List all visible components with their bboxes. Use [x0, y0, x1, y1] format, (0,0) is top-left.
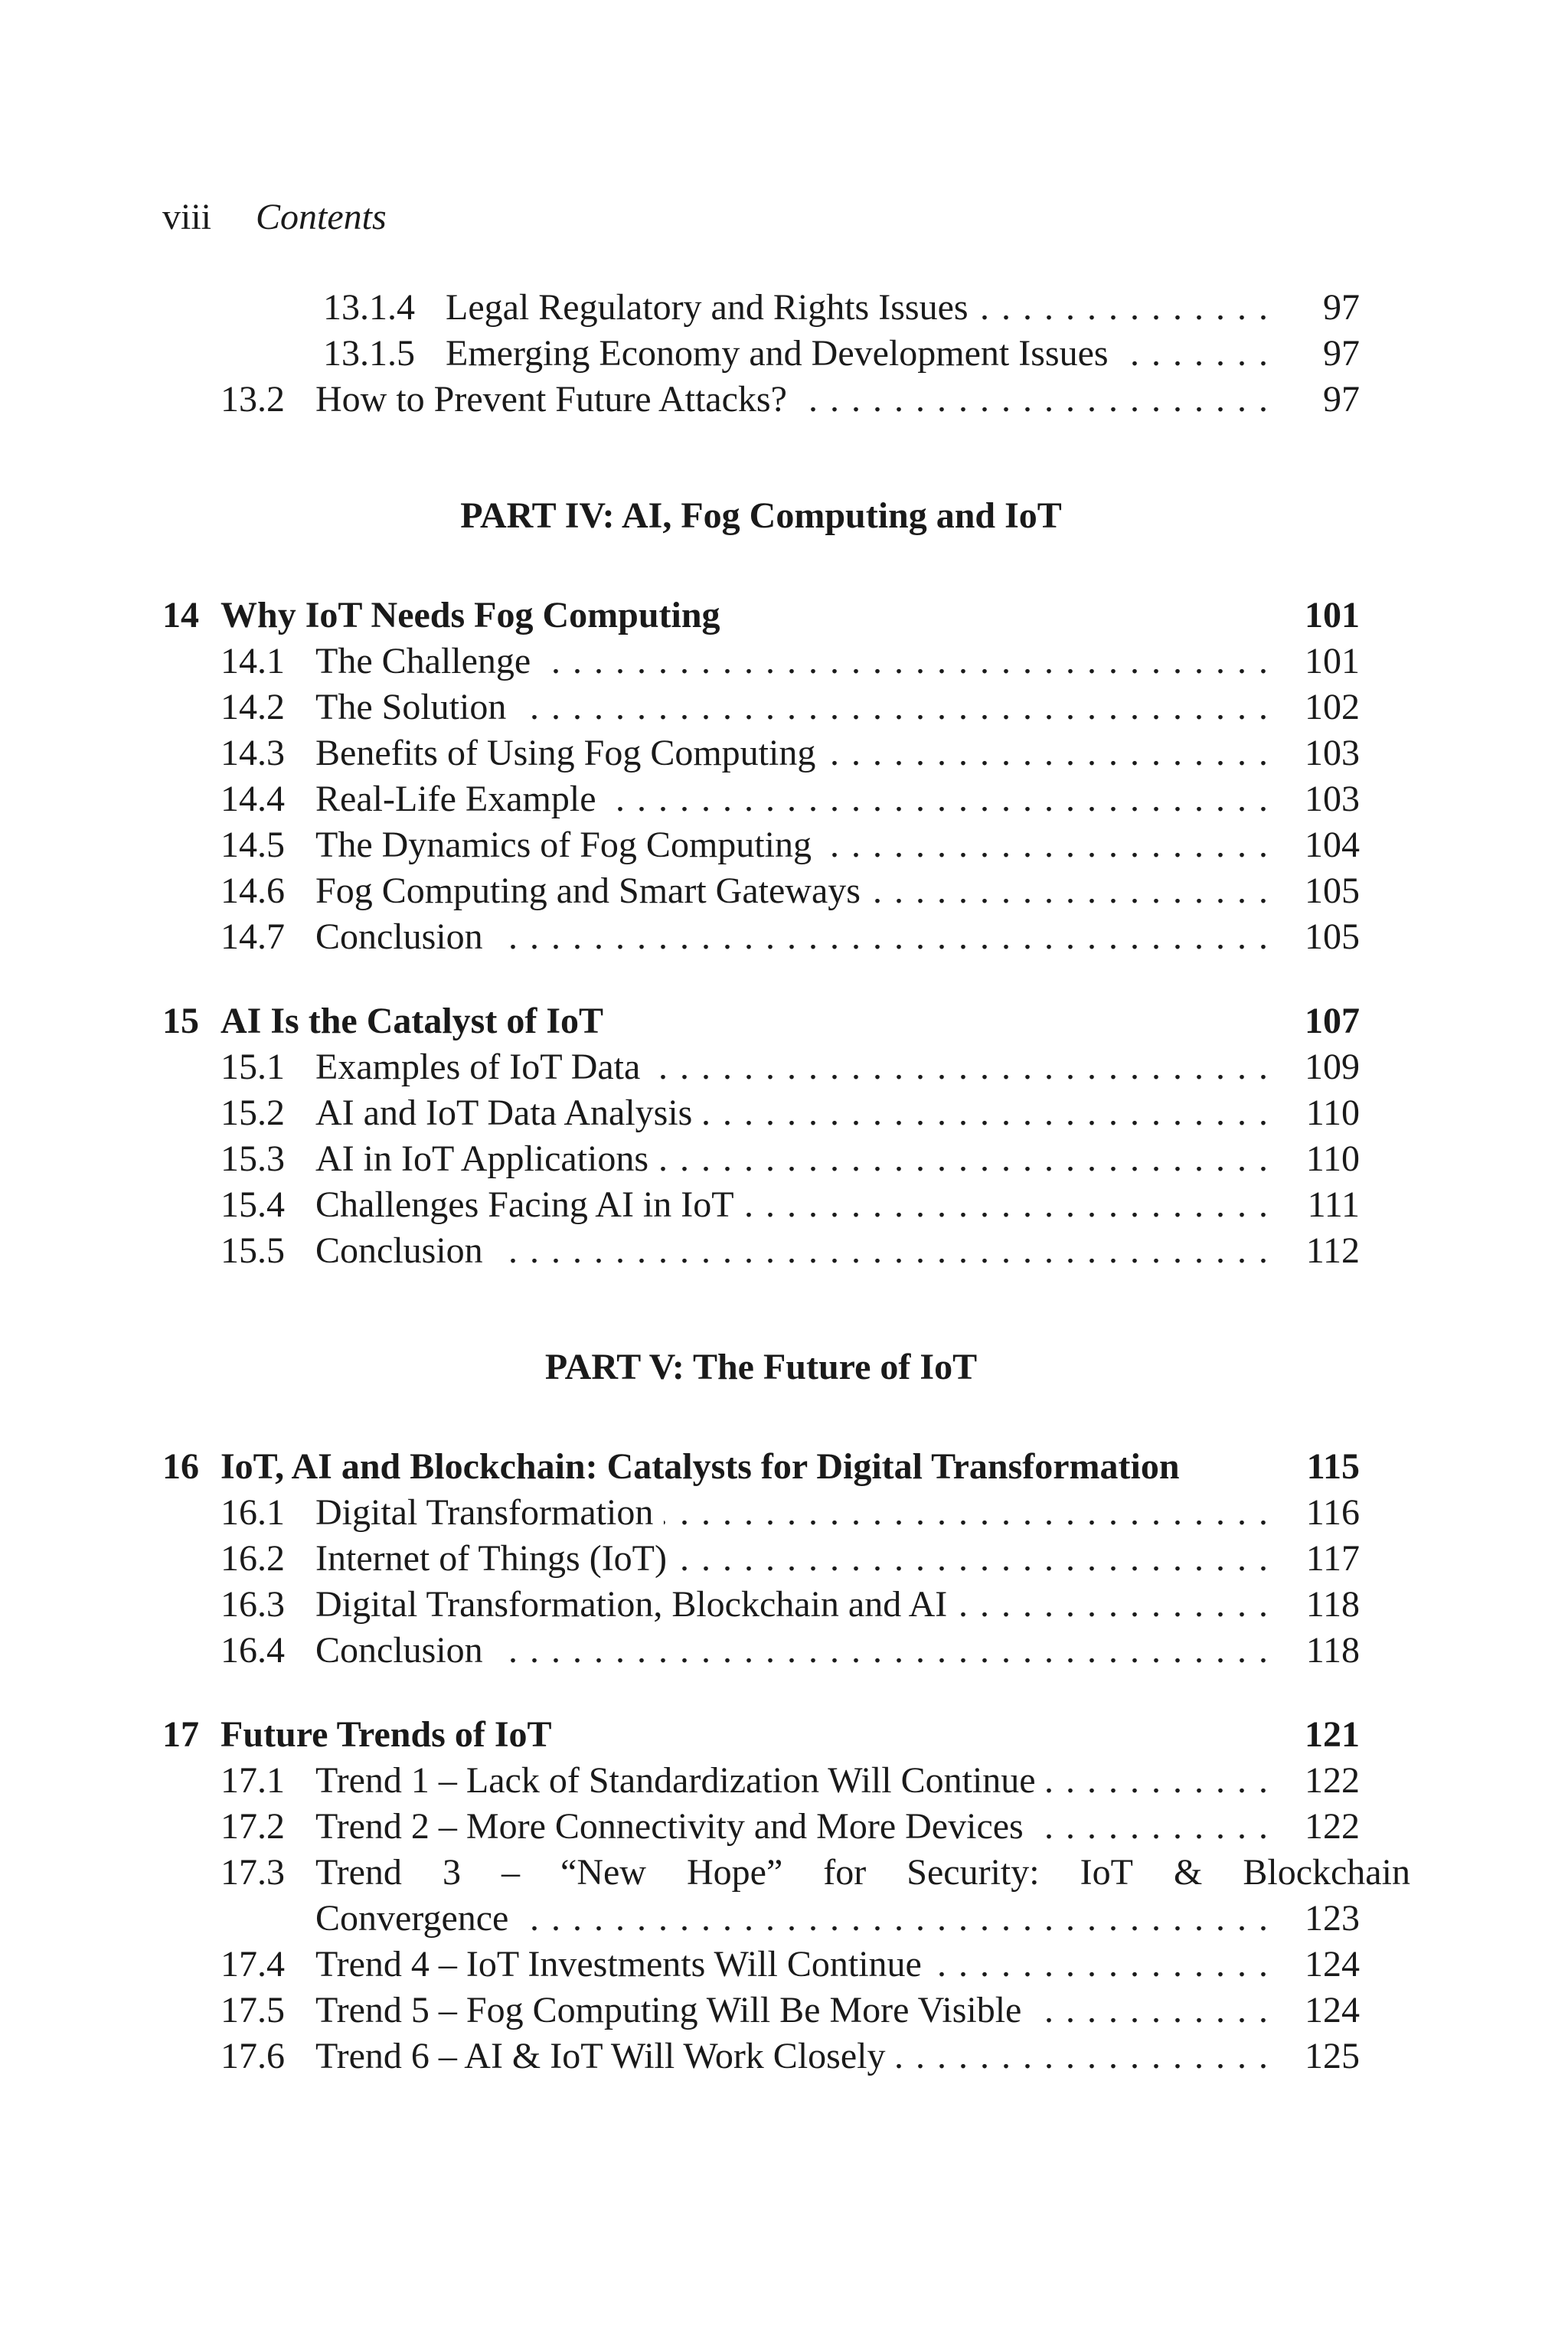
entry-number: 15.1 — [220, 1047, 285, 1087]
entry-number: 16.4 — [220, 1630, 285, 1671]
toc-entry-15-4[interactable] — [162, 1182, 1360, 1228]
toc-entry-14-3[interactable] — [162, 730, 1360, 776]
toc-chapter-17[interactable] — [162, 1712, 1360, 1758]
entry-title: Trend 4 – IoT Investments Will Continue . . . — [315, 1942, 1269, 1988]
entry-page: 125 — [1305, 2036, 1360, 2076]
chapter-title: IoT, AI and Blockchain: Catalysts for Digital Transformation — [220, 1446, 1180, 1487]
entry-page: 103 — [1305, 733, 1360, 773]
title-word: Blockchain — [1243, 1852, 1410, 1893]
toc-entry-16-4[interactable] — [162, 1628, 1360, 1674]
entry-number: 14.4 — [220, 779, 285, 819]
entry-page: 102 — [1305, 687, 1360, 727]
title-word: & — [1173, 1852, 1203, 1893]
toc-entry-13-1-4[interactable] — [162, 285, 1360, 331]
title-word: – — [501, 1852, 520, 1893]
toc-entry-17-1[interactable] — [162, 1758, 1360, 1804]
entry-page: 97 — [1323, 333, 1360, 374]
entry-title: Challenges Facing AI in IoT . . . — [315, 1182, 1269, 1228]
entry-page: 117 — [1305, 1538, 1360, 1579]
title-word: for — [823, 1852, 867, 1893]
toc-entry-14-4[interactable] — [162, 776, 1360, 822]
entry-number: 17.4 — [220, 1944, 285, 1984]
toc-entry-17-3[interactable] — [162, 1850, 1410, 1896]
entry-page: 101 — [1305, 641, 1360, 681]
entry-page: 110 — [1305, 1138, 1360, 1179]
entry-title-continuation: Convergence . . . — [315, 1896, 1269, 1942]
entry-title: Legal Regulatory and Rights Issues . . . — [446, 285, 1269, 331]
chapter-page: 101 — [1305, 595, 1360, 635]
entry-number: 14.2 — [220, 687, 285, 727]
entry-number: 14.7 — [220, 916, 285, 957]
entry-number: 17.3 — [220, 1852, 285, 1893]
entry-page: 111 — [1307, 1184, 1360, 1225]
entry-page: 110 — [1305, 1093, 1360, 1133]
toc-entry-15-2[interactable] — [162, 1090, 1360, 1136]
table-of-contents — [162, 285, 1410, 2079]
entry-page: 97 — [1323, 287, 1360, 328]
chapter-page: 107 — [1305, 1001, 1360, 1041]
toc-entry-14-1[interactable] — [162, 639, 1360, 684]
entry-title: Digital Transformation . . . — [315, 1490, 1269, 1536]
entry-number: 17.5 — [220, 1990, 285, 2030]
entry-page: 105 — [1305, 916, 1360, 957]
entry-number: 15.4 — [220, 1184, 285, 1225]
entry-page: 109 — [1305, 1047, 1360, 1087]
entry-number: 17.1 — [220, 1760, 285, 1801]
entry-title: Real-Life Example . . . — [315, 776, 1269, 822]
entry-page: 118 — [1305, 1630, 1360, 1671]
entry-title: AI and IoT Data Analysis . . . — [315, 1090, 1269, 1136]
entry-title: Benefits of Using Fog Computing . . . — [315, 730, 1269, 776]
toc-entry-17-4[interactable] — [162, 1942, 1360, 1988]
entry-title: Trend 2 – More Connectivity and More Devices . . . — [315, 1804, 1269, 1850]
entry-number: 15.5 — [220, 1230, 285, 1271]
entry-number: 14.5 — [220, 825, 285, 865]
toc-entry-16-1[interactable] — [162, 1490, 1360, 1536]
title-word: “New — [560, 1852, 646, 1893]
chapter-number: 17 — [162, 1714, 199, 1755]
entry-title: Internet of Things (IoT) . . . — [315, 1536, 1269, 1582]
entry-page: 118 — [1305, 1584, 1360, 1625]
title-word: Security: — [906, 1852, 1040, 1893]
entry-page: 124 — [1305, 1990, 1360, 2030]
entry-number: 13.2 — [220, 379, 285, 420]
entry-title: The Dynamics of Fog Computing . . . — [315, 822, 1269, 868]
toc-chapter-15[interactable] — [162, 998, 1360, 1044]
entry-page: 122 — [1305, 1760, 1360, 1801]
chapter-page: 121 — [1305, 1714, 1360, 1755]
entry-page: 97 — [1323, 379, 1360, 420]
toc-entry-15-1[interactable] — [162, 1044, 1360, 1090]
chapter-number: 15 — [162, 1001, 199, 1041]
entry-title: The Challenge . . . — [315, 639, 1269, 684]
entry-page: 116 — [1305, 1492, 1360, 1533]
chapter-title: Future Trends of IoT — [220, 1714, 552, 1755]
entry-page: 123 — [1305, 1898, 1360, 1939]
page-folio: viii — [162, 197, 212, 237]
chapter-title: Why IoT Needs Fog Computing — [220, 595, 720, 635]
entry-page: 112 — [1305, 1230, 1360, 1271]
toc-entry-14-2[interactable] — [162, 684, 1360, 730]
toc-chapter-14[interactable] — [162, 593, 1360, 639]
toc-entry-15-5[interactable] — [162, 1228, 1360, 1274]
entry-number: 16.3 — [220, 1584, 285, 1625]
entry-number: 14.3 — [220, 733, 285, 773]
toc-entry-13-1-5[interactable] — [162, 331, 1360, 377]
chapter-page: 115 — [1306, 1446, 1360, 1487]
chapter-title: AI Is the Catalyst of IoT — [220, 1001, 604, 1041]
running-head — [162, 194, 387, 240]
title-word: 3 — [442, 1852, 461, 1893]
toc-entry-17-2[interactable] — [162, 1804, 1360, 1850]
entry-number: 15.3 — [220, 1138, 285, 1179]
entry-number: 17.2 — [220, 1806, 285, 1847]
entry-title: Fog Computing and Smart Gateways . . . — [315, 868, 1269, 914]
entry-page: 104 — [1305, 825, 1360, 865]
entry-number: 13.1.5 — [323, 333, 415, 374]
entry-title: Emerging Economy and Development Issues . . . — [446, 331, 1269, 377]
entry-title: The Solution . . . — [315, 684, 1269, 730]
entry-number: 17.6 — [220, 2036, 285, 2076]
title-word: IoT — [1080, 1852, 1133, 1893]
title-word: Hope” — [686, 1852, 783, 1893]
toc-entry-16-3[interactable] — [162, 1582, 1360, 1628]
entry-number: 14.1 — [220, 641, 285, 681]
entry-title-justified-line — [315, 1850, 1410, 1896]
entry-title: Examples of IoT Data . . . — [315, 1044, 1269, 1090]
entry-page: 103 — [1305, 779, 1360, 819]
part-heading-iv: PART IV: AI, Fog Computing and IoT — [460, 495, 1062, 536]
toc-chapter-16[interactable] — [162, 1444, 1360, 1490]
entry-number: 14.6 — [220, 871, 285, 911]
entry-title: Digital Transformation, Blockchain and AI . . . — [315, 1582, 1269, 1628]
entry-title: Trend 6 – AI & IoT Will Work Closely . . . — [315, 2034, 1269, 2079]
entry-number: 16.1 — [220, 1492, 285, 1533]
chapter-number: 16 — [162, 1446, 199, 1487]
toc-entry-14-7[interactable] — [162, 914, 1360, 960]
entry-number: 15.2 — [220, 1093, 285, 1133]
entry-page: 124 — [1305, 1944, 1360, 1984]
entry-title: Trend 1 – Lack of Standardization Will Continue . . . — [315, 1758, 1269, 1804]
toc-entry-17-6[interactable] — [162, 2034, 1360, 2079]
entry-page: 122 — [1305, 1806, 1360, 1847]
toc-entry-13-2[interactable] — [162, 377, 1360, 423]
entry-title: Trend 5 – Fog Computing Will Be More Visible . . . — [315, 1988, 1269, 2034]
entry-number: 13.1.4 — [323, 287, 415, 328]
running-title: Contents — [256, 197, 387, 237]
title-word: Trend — [315, 1852, 402, 1893]
entry-title: Conclusion . . . — [315, 1228, 1269, 1274]
entry-page: 105 — [1305, 871, 1360, 911]
entry-number: 16.2 — [220, 1538, 285, 1579]
toc-entry-16-2[interactable] — [162, 1536, 1360, 1582]
entry-title: Conclusion . . . — [315, 1628, 1269, 1674]
chapter-number: 14 — [162, 595, 199, 635]
entry-title: Conclusion . . . — [315, 914, 1269, 960]
entry-title: AI in IoT Applications . . . — [315, 1136, 1269, 1182]
toc-entry-14-6[interactable] — [162, 868, 1360, 914]
toc-entry-17-5[interactable] — [162, 1988, 1360, 2034]
toc-entry-17-3-continued[interactable] — [162, 1896, 1360, 1942]
toc-entry-14-5[interactable] — [162, 822, 1360, 868]
toc-entry-15-3[interactable] — [162, 1136, 1360, 1182]
entry-title: How to Prevent Future Attacks? . . . — [315, 377, 1269, 423]
part-heading-v: PART V: The Future of IoT — [544, 1347, 978, 1387]
